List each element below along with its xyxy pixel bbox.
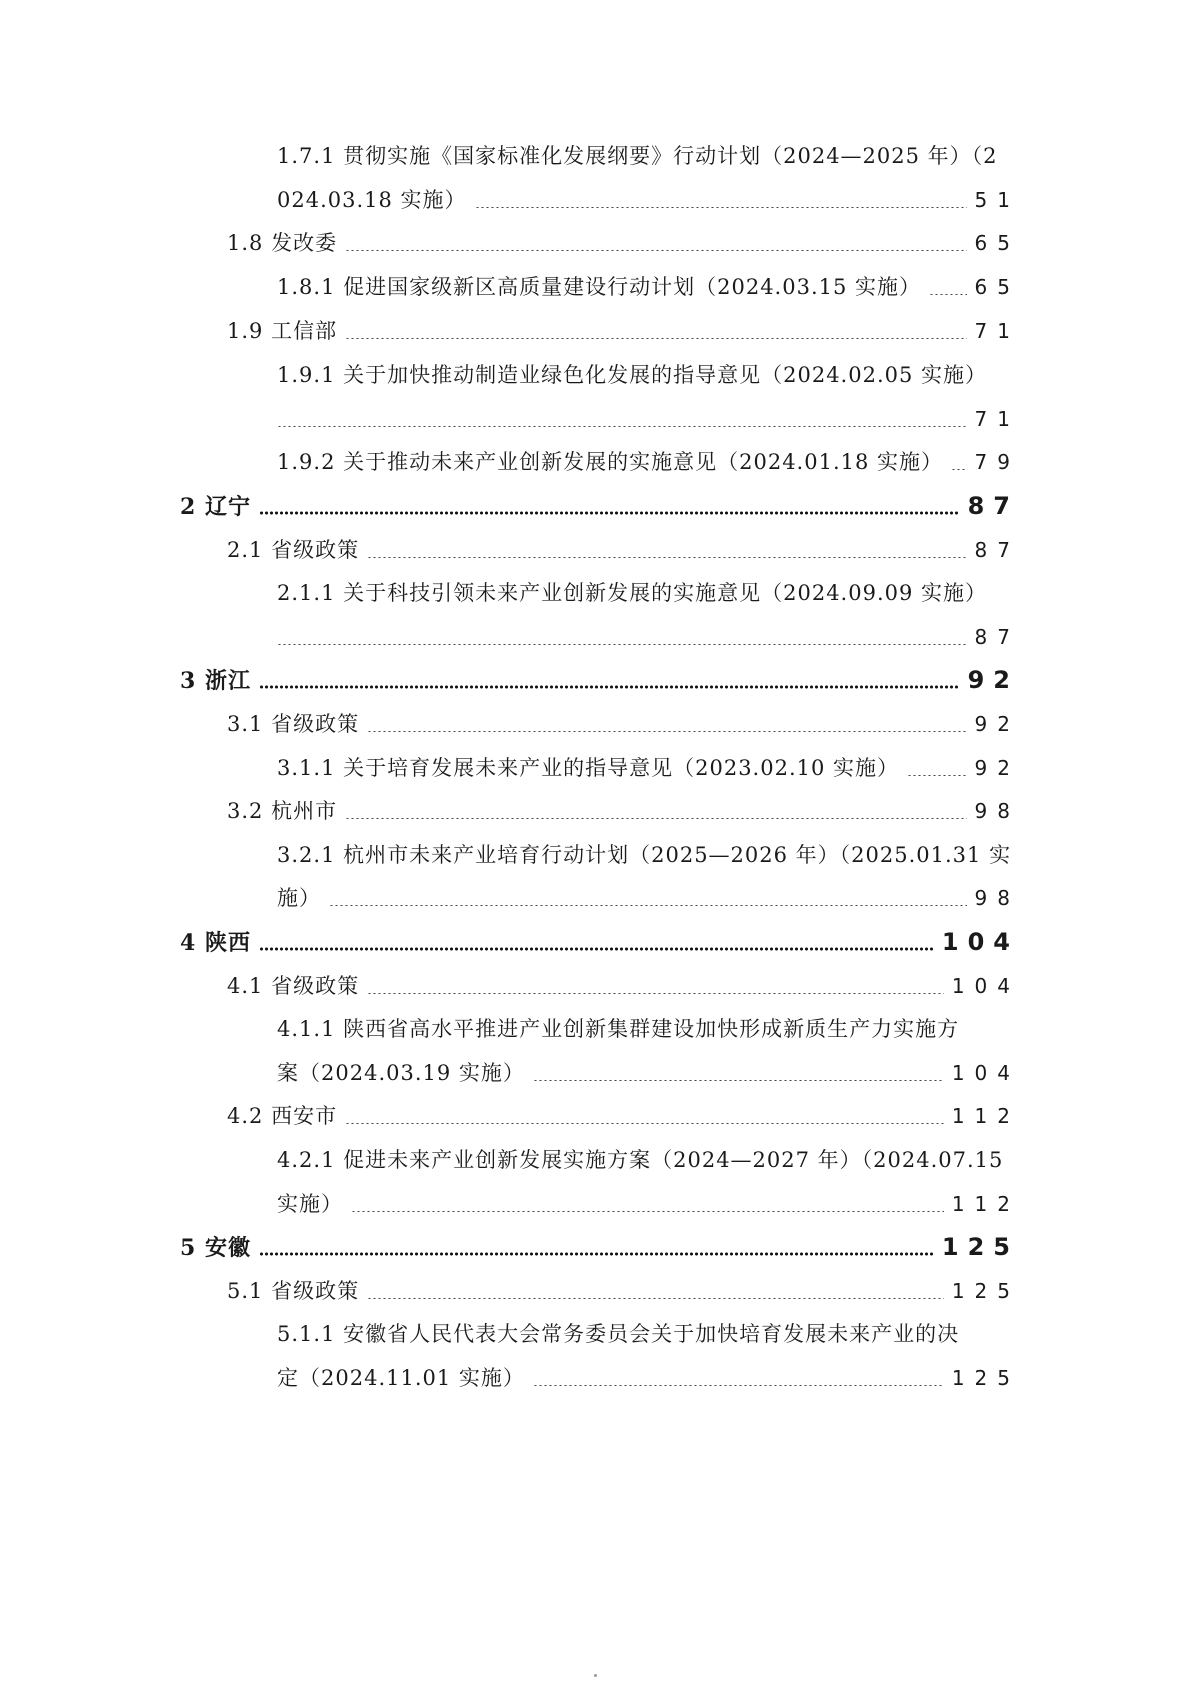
toc-entry-title: 实施） (277, 1192, 343, 1216)
toc-entry-4-2-1-continued[interactable] (277, 1189, 1020, 1219)
toc-entry-2-1-1-continued[interactable] (277, 622, 1020, 652)
dot-leader (367, 1298, 944, 1299)
toc-entry-5-1-1[interactable] (277, 1319, 1010, 1349)
toc-entry-title: 4.1 省级政策 (227, 974, 360, 998)
toc-entry-1-9-1[interactable] (277, 360, 1010, 390)
dot-leader (259, 947, 934, 951)
toc-entry-1-7-1[interactable] (277, 141, 1010, 171)
dot-leader (475, 207, 967, 208)
page-number: 125 (951, 1279, 1020, 1303)
toc-entry-2-1[interactable] (227, 535, 1020, 565)
toc-entry-title: 5.1.1 安徽省人民代表大会常务委员会关于加快培育发展未来产业的决 (277, 1322, 960, 1346)
dot-leader (259, 511, 960, 515)
dot-leader (367, 993, 944, 994)
toc-entry-title: 4.2.1 促进未来产业创新发展实施方案（2024—2027 年）（2024.07.15 (277, 1148, 1004, 1172)
page-number: 98 (974, 799, 1020, 823)
page-number: 98 (974, 886, 1020, 910)
toc-entry-title: 1.8 发改委 (227, 231, 338, 255)
toc-entry-3-2-1-continued[interactable] (277, 883, 1020, 913)
page-number: 65 (974, 275, 1020, 299)
toc-entry-title: 1.7.1 贯彻实施《国家标准化发展纲要》行动计划（2024—2025 年）（2 (277, 144, 998, 168)
toc-entry-title: 1.8.1 促进国家级新区高质量建设行动计划（2024.03.15 实施） (277, 275, 922, 299)
toc-entry-5-1[interactable] (227, 1276, 1020, 1306)
page-number: 92 (974, 712, 1020, 736)
toc-entry-title: 1.9 工信部 (227, 319, 338, 343)
toc-entry-3-2[interactable] (227, 796, 1020, 826)
toc-entry-4-1[interactable] (227, 971, 1020, 1001)
toc-entry-title: 3.1.1 关于培育发展未来产业的指导意见（2023.02.10 实施） (277, 756, 900, 780)
toc-entry-3-1-1[interactable] (277, 753, 1020, 783)
toc-entry-title: 2.1.1 关于科技引领未来产业创新发展的实施意见（2024.09.09 实施） (277, 581, 988, 605)
page-number: 87 (974, 538, 1020, 562)
page-number: 112 (951, 1104, 1020, 1128)
toc-entry-title: 5.1 省级政策 (227, 1279, 360, 1303)
dot-leader (929, 294, 967, 295)
toc-entry-4-1-1-continued[interactable] (277, 1058, 1020, 1088)
toc-entry-title: 施） (277, 886, 321, 910)
toc-section-title: 5 安徽 (180, 1235, 251, 1261)
dot-leader (259, 685, 960, 689)
toc-entry-4-2[interactable] (227, 1101, 1020, 1131)
page-number: 65 (974, 231, 1020, 255)
toc-entry-3-2-1[interactable] (277, 840, 1010, 870)
page-number: 112 (951, 1192, 1020, 1216)
page-number: 104 (951, 974, 1020, 998)
dot-leader (367, 557, 966, 558)
page-number: 125 (951, 1366, 1020, 1390)
toc-entry-1-8[interactable] (227, 228, 1020, 258)
page-number: 87 (967, 492, 1019, 520)
toc-section-title: 2 辽宁 (180, 494, 251, 520)
page-number: 71 (974, 319, 1020, 343)
toc-entry-title: 3.1 省级政策 (227, 712, 360, 736)
page-number: 87 (974, 625, 1020, 649)
dot-leader (951, 469, 967, 470)
page-number: 79 (974, 450, 1020, 474)
toc-entry-title: 1.9.2 关于推动未来产业创新发展的实施意见（2024.01.18 实施） (277, 450, 944, 474)
toc-entry-1-9-2[interactable] (277, 447, 1020, 477)
dot-leader (345, 818, 966, 819)
toc-entry-title: 4.2 西安市 (227, 1104, 338, 1128)
toc-entry-1-9-1-continued[interactable] (277, 404, 1020, 434)
page-number: 104 (951, 1061, 1020, 1085)
dot-leader (533, 1080, 944, 1081)
page-number: 125 (941, 1233, 1019, 1261)
footer-dot (594, 1674, 597, 1677)
toc-entry-title: 案（2024.03.19 实施） (277, 1061, 525, 1085)
toc-entry-1-9[interactable] (227, 316, 1020, 346)
toc-section-title: 4 陕西 (180, 930, 251, 956)
dot-leader (277, 426, 967, 427)
dot-leader (351, 1211, 944, 1212)
dot-leader (345, 1123, 944, 1124)
dot-leader (329, 905, 967, 906)
toc-entry-title: 2.1 省级政策 (227, 538, 360, 562)
toc-entry-5-1-1-continued[interactable] (277, 1363, 1020, 1393)
dot-leader (533, 1385, 944, 1386)
page-number: 92 (974, 756, 1020, 780)
toc-entry-title: 3.2.1 杭州市未来产业培育行动计划（2025—2026 年）（2025.01.31 实 (277, 843, 1012, 867)
dot-leader (907, 775, 967, 776)
toc-section-3[interactable] (180, 665, 1019, 695)
toc-entry-title: 024.03.18 实施） (277, 188, 467, 212)
toc-entry-4-1-1[interactable] (277, 1014, 1010, 1044)
toc-entry-2-1-1[interactable] (277, 578, 1010, 608)
toc-section-4[interactable] (180, 927, 1019, 957)
toc-entry-title: 4.1.1 陕西省高水平推进产业创新集群建设加快形成新质生产力实施方 (277, 1017, 960, 1041)
toc-entry-title: 1.9.1 关于加快推动制造业绿色化发展的指导意见（2024.02.05 实施） (277, 363, 988, 387)
toc-section-2[interactable] (180, 491, 1019, 521)
page-number: 104 (941, 928, 1019, 956)
toc-entry-1-8-1[interactable] (277, 272, 1020, 302)
toc-entry-title: 3.2 杭州市 (227, 799, 338, 823)
dot-leader (259, 1252, 934, 1256)
toc-entry-3-1[interactable] (227, 709, 1020, 739)
toc-section-title: 3 浙江 (180, 668, 251, 694)
page-number: 71 (974, 407, 1020, 431)
dot-leader (345, 250, 966, 251)
toc-section-5[interactable] (180, 1232, 1019, 1262)
toc-entry-title: 定（2024.11.01 实施） (277, 1366, 525, 1390)
dot-leader (367, 731, 966, 732)
toc-entry-1-7-1-continued[interactable] (277, 185, 1020, 215)
dot-leader (345, 338, 966, 339)
page-number: 92 (967, 666, 1019, 694)
toc-entry-4-2-1[interactable] (277, 1145, 1010, 1175)
dot-leader (277, 644, 967, 645)
page-number: 51 (974, 188, 1020, 212)
